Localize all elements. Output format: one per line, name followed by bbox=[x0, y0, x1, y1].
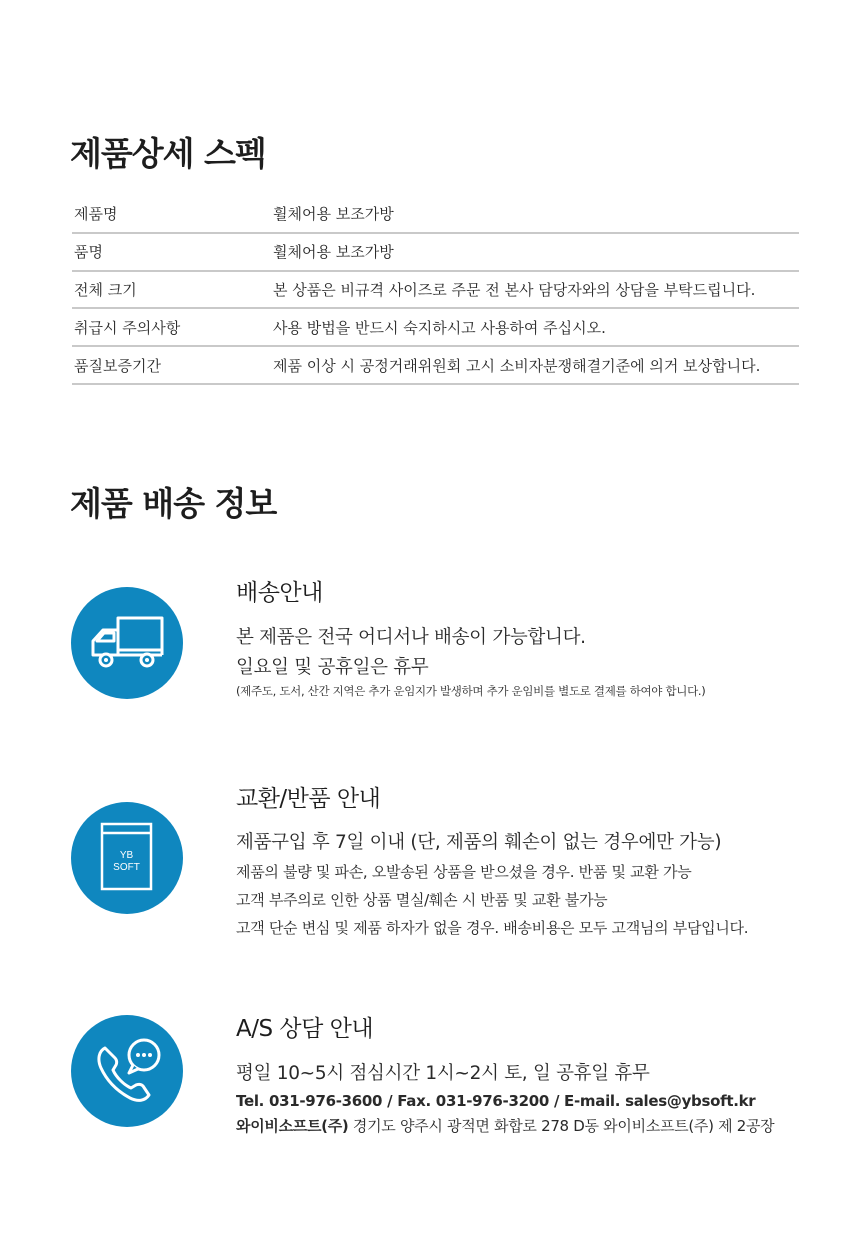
shipping-section-title: 제품 배송 정보 bbox=[70, 484, 277, 523]
spec-key: 취급시 주의사항 bbox=[74, 318, 181, 337]
box-icon-text: YB bbox=[119, 850, 134, 861]
as-address-line bbox=[236, 1115, 774, 1136]
company-name: 와이비소프트(주) bbox=[236, 1117, 349, 1135]
spec-row bbox=[72, 272, 799, 310]
spec-row bbox=[72, 347, 799, 385]
phone-chat-icon bbox=[71, 1015, 183, 1127]
as-hours: 평일 10~5시 점심시간 1시~2시 토, 일 공휴일 휴무 bbox=[236, 1063, 650, 1084]
exchange-line: 고객 부주의로 인한 상품 멸실/훼손 시 반품 및 교환 불가능 bbox=[236, 891, 608, 909]
spec-table bbox=[72, 196, 799, 385]
exchange-title: 교환/반품 안내 bbox=[236, 786, 381, 812]
delivery-title: 배송안내 bbox=[236, 580, 323, 606]
exchange-line: 제품구입 후 7일 이내 (단, 제품의 훼손이 없는 경우에만 가능) bbox=[236, 832, 722, 853]
box-icon bbox=[71, 802, 183, 914]
spec-row bbox=[72, 196, 799, 234]
exchange-line: 제품의 불량 및 파손, 오발송된 상품을 받으셨을 경우. 반품 및 교환 가능 bbox=[236, 863, 692, 881]
spec-key: 전체 크기 bbox=[74, 280, 137, 299]
delivery-line: 일요일 및 공휴일은 휴무 bbox=[236, 657, 429, 678]
spec-value: 제품 이상 시 공정거래위원회 고시 소비자분쟁해결기준에 의거 보상합니다. bbox=[273, 356, 761, 375]
spec-section-title: 제품상세 스펙 bbox=[70, 134, 266, 173]
delivery-note: (제주도, 도서, 산간 지역은 추가 운임지가 발생하며 추가 운임비를 별도로 결제를 하여야 합니다.) bbox=[236, 684, 706, 698]
truck-icon bbox=[71, 587, 183, 699]
spec-value: 휠체어용 보조가방 bbox=[273, 243, 394, 262]
spec-key: 품명 bbox=[74, 243, 103, 262]
spec-key: 품질보증기간 bbox=[74, 356, 161, 375]
delivery-line: 본 제품은 전국 어디서나 배송이 가능합니다. bbox=[236, 627, 586, 648]
spec-value: 사용 방법을 반드시 숙지하시고 사용하여 주십시오. bbox=[273, 318, 606, 337]
as-contact: Tel. 031-976-3600 / Fax. 031-976-3200 / E-mail. sales@ybsoft.kr bbox=[236, 1092, 756, 1110]
spec-value: 본 상품은 비규격 사이즈로 주문 전 본사 담당자와의 상담을 부탁드립니다. bbox=[273, 280, 756, 299]
spec-row bbox=[72, 234, 799, 272]
company-address: 경기도 양주시 광적면 화합로 278 D동 와이비소프트(주) 제 2공장 bbox=[352, 1117, 775, 1135]
spec-value: 휠체어용 보조가방 bbox=[273, 205, 394, 224]
spec-row bbox=[72, 309, 799, 347]
as-title: A/S 상담 안내 bbox=[236, 1016, 374, 1042]
spec-key: 제품명 bbox=[74, 205, 118, 224]
exchange-line: 고객 단순 변심 및 제품 하자가 없을 경우. 배송비용은 모두 고객님의 부담입니다. bbox=[236, 919, 749, 937]
box-icon-text: SOFT bbox=[113, 862, 140, 873]
